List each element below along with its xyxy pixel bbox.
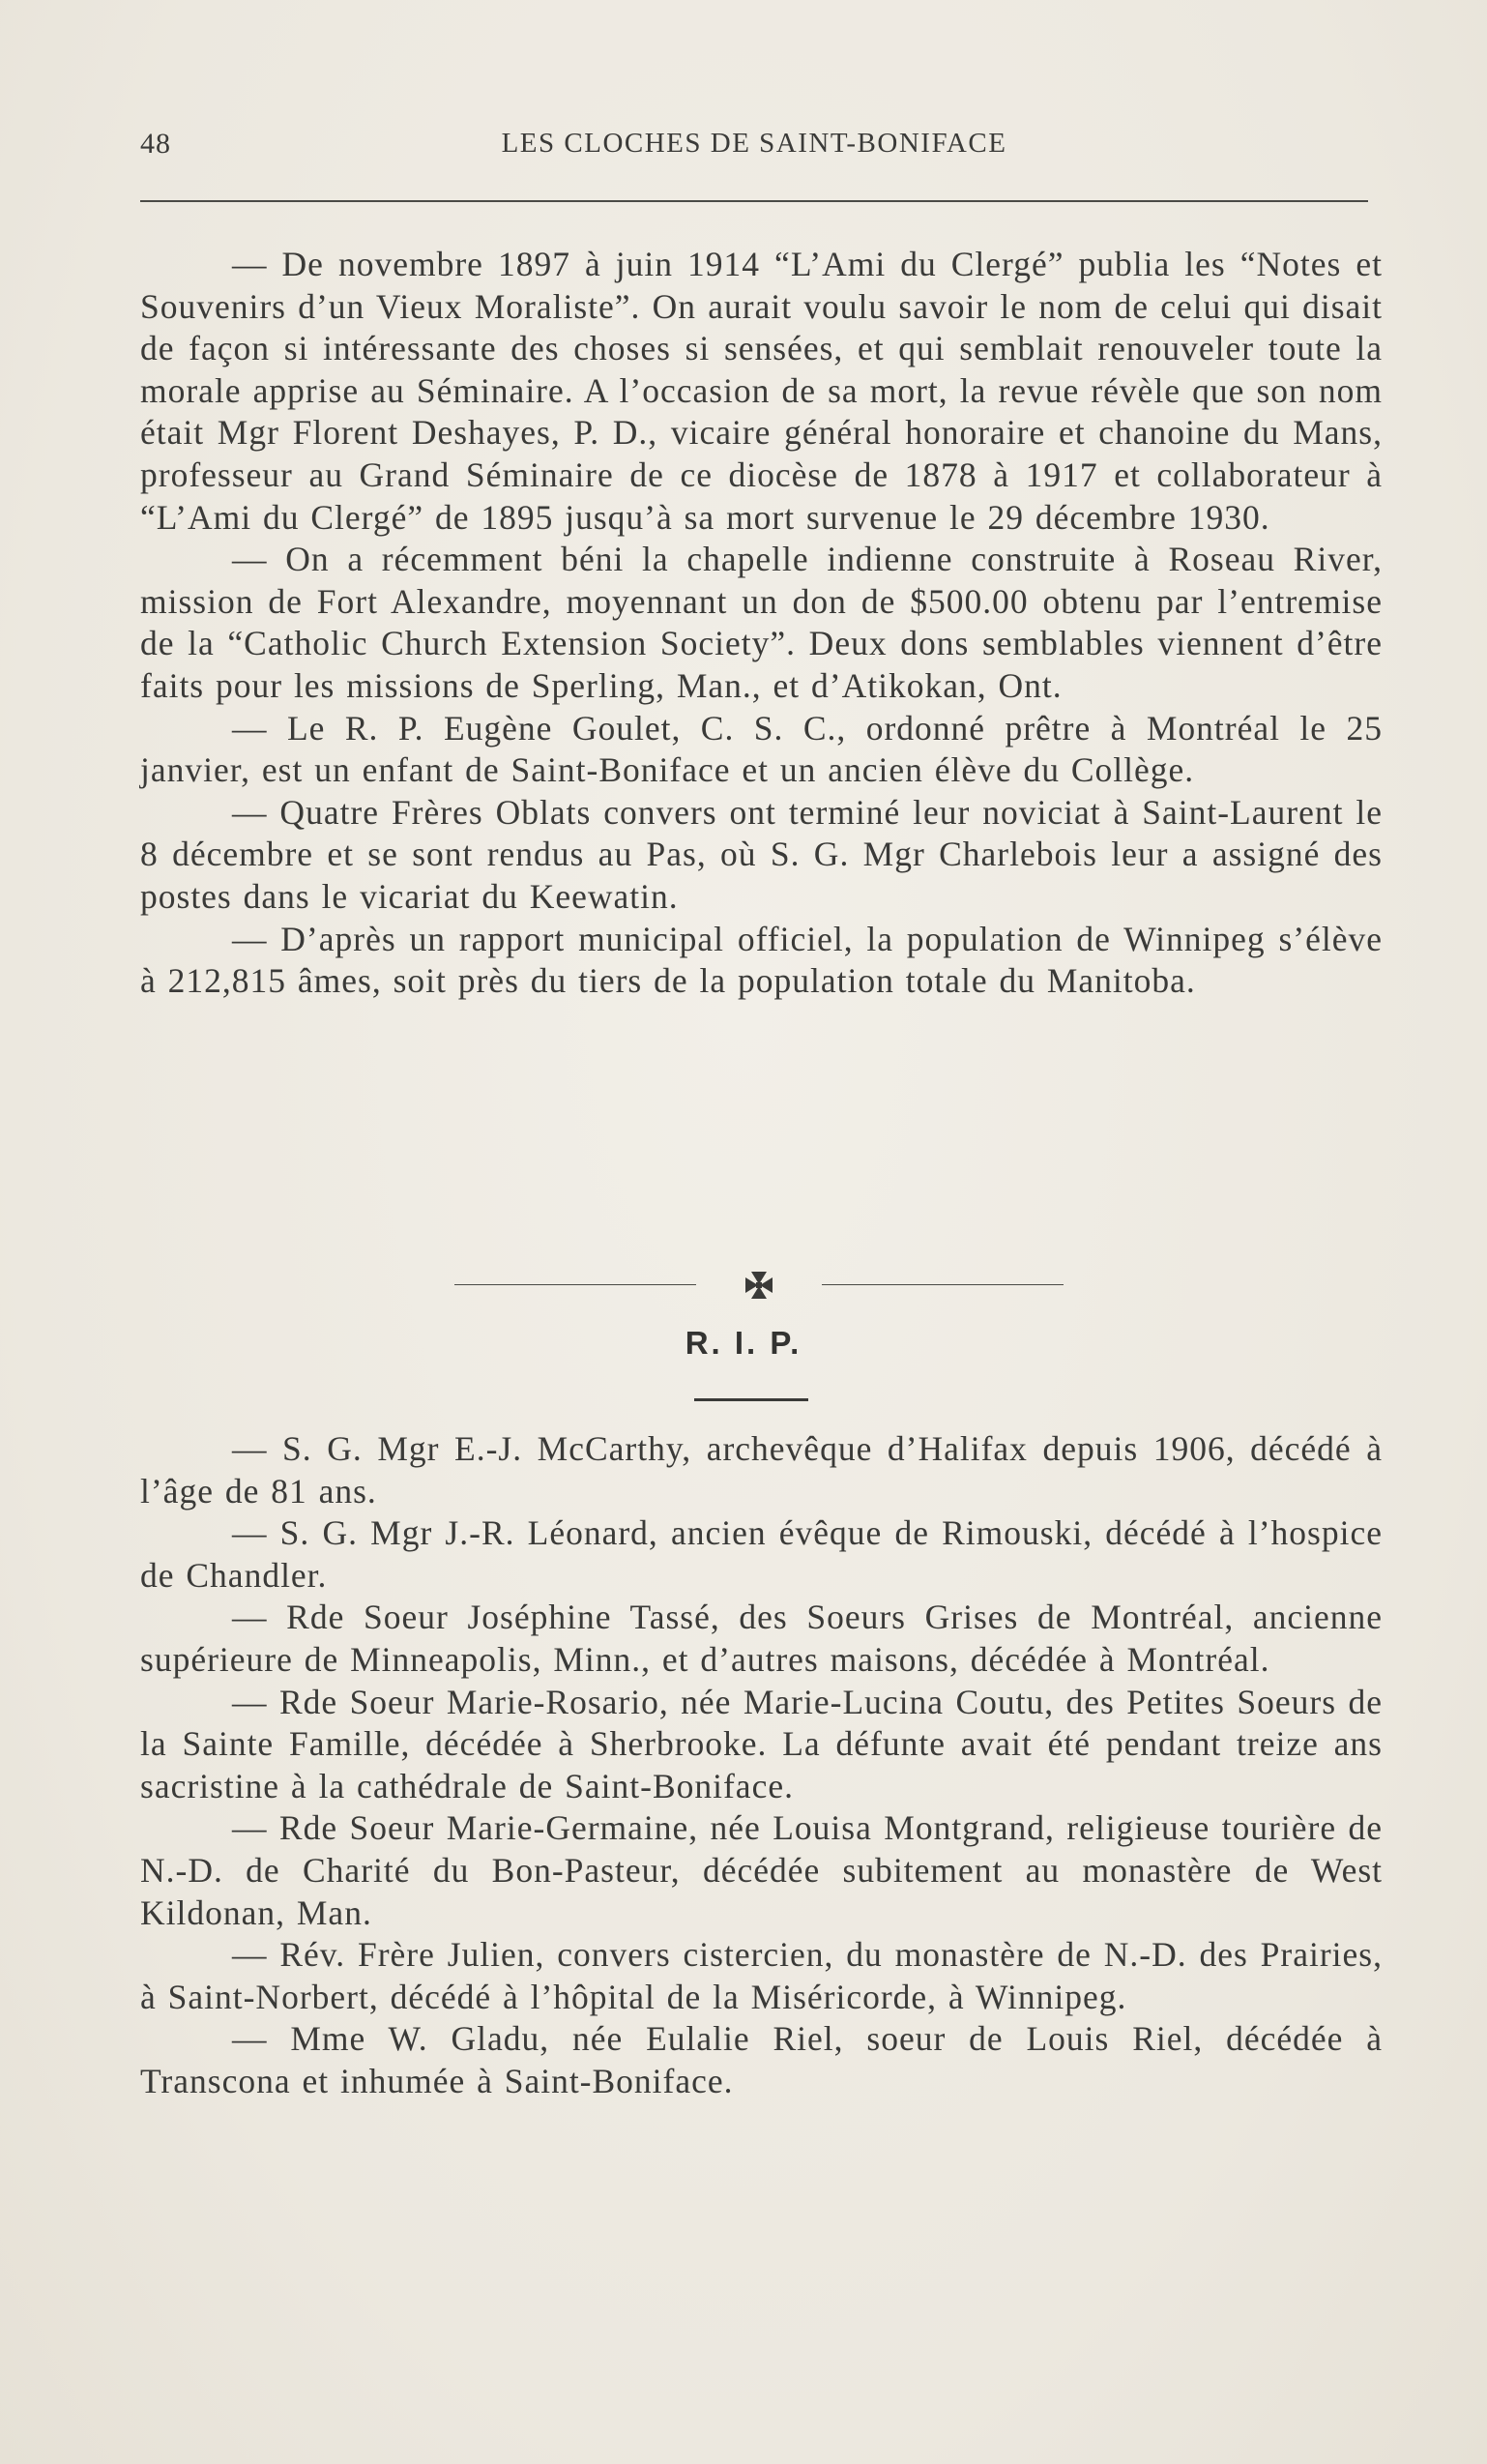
note-paragraph: — D’après un rapport municipal officiel, la population de Winnipeg s’élève à 212,815 âmes, soit près du tiers de la population totale du Manitoba. (140, 919, 1383, 1001)
header-rule (140, 200, 1368, 202)
title-rule (694, 1398, 808, 1401)
obituaries-section (140, 1428, 1383, 2103)
separator-line-right (822, 1284, 1064, 1285)
obituary-paragraph: — S. G. Mgr J.-R. Léonard, ancien évêque de Rimouski, décédé à l’hospice de Chandler. (140, 1513, 1383, 1595)
obituary-paragraph: — Rde Soeur Marie-Germaine, née Louisa Montgrand, religieuse tourière de N.-D. de Charité du Bon-Pasteur, décédée subitement au monastère de West Kildonan, Man. (140, 1808, 1383, 1932)
note-paragraph: — Le R. P. Eugène Goulet, C. S. C., ordonné prêtre à Montréal le 25 janvier, est un enfant de Saint-Boniface et un ancien élève du Collège. (140, 708, 1383, 790)
obituary-paragraph: — Rde Soeur Joséphine Tassé, des Soeurs Grises de Montréal, ancienne supérieure de Minneapolis, Minn., et d’autres maisons, décédée à Montréal. (140, 1598, 1383, 1679)
separator-line-left (454, 1284, 696, 1285)
page-header (140, 124, 1368, 162)
page-number: 48 (140, 128, 171, 160)
obituary-paragraph: — Mme W. Gladu, née Eulalie Riel, soeur de Louis Riel, décédée à Transcona et inhumée à Saint-Boniface. (140, 2019, 1383, 2100)
section-separator (454, 1269, 1064, 1302)
obituary-paragraph: — S. G. Mgr E.-J. McCarthy, archevêque d’Halifax depuis 1906, décédé à l’âge de 81 ans. (140, 1429, 1383, 1511)
maltese-cross-icon (743, 1269, 775, 1302)
note-paragraph: — De novembre 1897 à juin 1914 “L’Ami du Clergé” publia les “Notes et Souvenirs d’un Vieux Moraliste”. On aurait voulu savoir le nom de celui qui disait de façon si intéressante des choses si sensées, et qui semblait renouveler toute la morale apprise au Séminaire. A l’occasion de sa mort, la revue révèle que son nom était Mgr Florent Deshayes, P. D., vicaire général honoraire et chanoine du Mans, professeur au Grand Séminaire de ce diocèse de 1878 à 1917 et collaborateur à “L’Ami du Clergé” de 1895 jusqu’à sa mort survenue le 29 décembre 1930. (140, 245, 1383, 537)
notes-section (140, 244, 1383, 1003)
note-paragraph: — On a récemment béni la chapelle indienne construite à Roseau River, mission de Fort Alexandre, moyennant un don de $500.00 obtenu par l’entremise de la “Catholic Church Extension Society”. Deux dons semblables viennent d’être faits pour les missions de Sperling, Man., et d’Atikokan, Ont. (140, 540, 1383, 705)
running-title: LES CLOCHES DE SAINT-BONIFACE (501, 128, 1007, 159)
obituary-paragraph: — Rév. Frère Julien, convers cistercien, du monastère de N.-D. des Prairies, à Saint-Norbert, décédé à l’hôpital de la Miséricorde, à Winnipeg. (140, 1935, 1383, 2016)
note-paragraph: — Quatre Frères Oblats convers ont terminé leur noviciat à Saint-Laurent le 8 décembre et se sont rendus au Pas, où S. G. Mgr Charlebois leur a assigné des postes dans le vicariat du Keewatin. (140, 792, 1383, 916)
obituary-paragraph: — Rde Soeur Marie-Rosario, née Marie-Lucina Coutu, des Petites Soeurs de la Sainte Famille, décédée à Sherbrooke. La défunte avait été pendant treize ans sacristine à la cathédrale de Saint-Boniface. (140, 1682, 1383, 1805)
section-title: R. I. P. (685, 1325, 802, 1361)
